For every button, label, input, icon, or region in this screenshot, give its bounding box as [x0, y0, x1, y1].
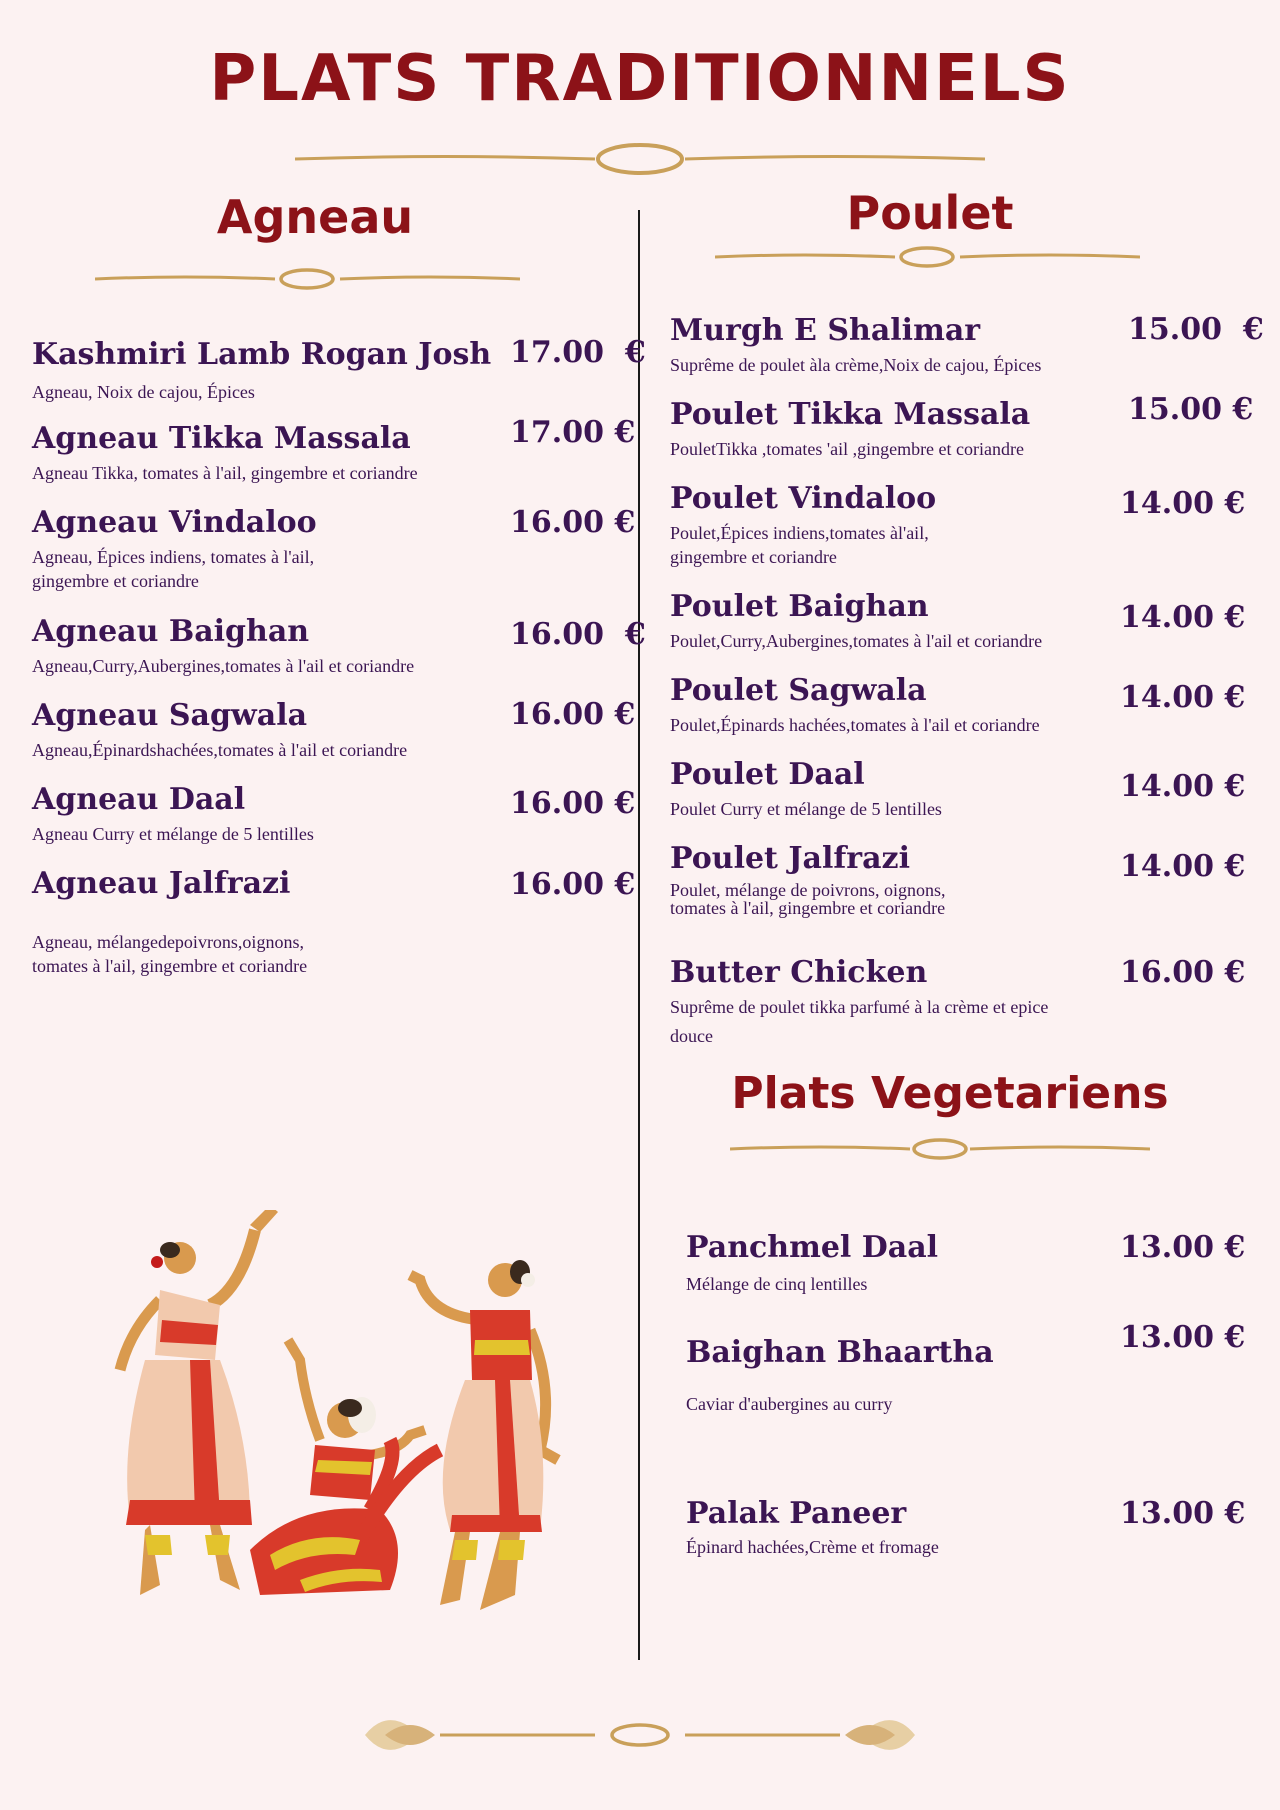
- menu-item-price: 13.00 €: [1120, 1496, 1246, 1531]
- menu-item-price: 16.00 €: [510, 786, 636, 821]
- poulet-divider-ornament: [715, 244, 1140, 270]
- title-divider-ornament: [295, 140, 985, 180]
- menu-item-description: tomates à l'ail, gingembre et coriandre: [670, 898, 946, 918]
- menu-item-name: Poulet Tikka Massala: [670, 397, 1031, 432]
- agneau-divider-ornament: [95, 266, 520, 292]
- page-title: PLATS TRADITIONNELS: [209, 42, 1071, 116]
- menu-item-price: 15.00 €: [1128, 312, 1264, 347]
- menu-item-description: Mélange de cinq lentilles: [686, 1274, 868, 1294]
- menu-item-description: Agneau,Épinardshachées,tomates à l'ail et coriandre: [32, 740, 408, 760]
- menu-item-name: Poulet Baighan: [670, 589, 929, 624]
- menu-item-price: 16.00 €: [510, 505, 636, 540]
- menu-item-description: Agneau, Épices indiens, tomates à l'ail,: [32, 547, 315, 567]
- menu-item-name: Murgh E Shalimar: [670, 313, 981, 348]
- menu-item-description: Agneau,Curry,Aubergines,tomates à l'ail et coriandre: [32, 656, 415, 676]
- menu-item-name: Agneau Sagwala: [32, 698, 308, 733]
- menu-item-price: 17.00 €: [510, 335, 646, 370]
- menu-item-price: 13.00 €: [1120, 1320, 1246, 1355]
- menu-item-description: Poulet, mélange de poivrons, oignons,: [670, 880, 946, 900]
- menu-item-name: Agneau Daal: [32, 782, 246, 817]
- footer-ornament: [355, 1705, 925, 1765]
- menu-item-name: Poulet Sagwala: [670, 673, 927, 708]
- menu-item-price: 17.00 €: [510, 415, 636, 450]
- menu-item-description: gingembre et coriandre: [670, 547, 837, 567]
- menu-item-price: 13.00 €: [1120, 1230, 1246, 1265]
- menu-item-description: Poulet,Épices indiens,tomates àl'ail,: [670, 523, 929, 543]
- menu-item-description: Agneau, mélangedepoivrons,oignons,: [32, 932, 304, 952]
- menu-item-description: Poulet,Épinards hachées,tomates à l'ail et coriandre: [670, 715, 1040, 735]
- menu-item-description: Poulet Curry et mélange de 5 lentilles: [670, 799, 942, 819]
- menu-item-price: 14.00 €: [1120, 769, 1246, 804]
- menu-item-description: Suprême de poulet tikka parfumé à la crème et epice: [670, 997, 1049, 1017]
- vegetarien-divider-ornament: [730, 1136, 1150, 1162]
- menu-item-name: Poulet Daal: [670, 757, 865, 792]
- menu-item-name: Agneau Baighan: [32, 614, 310, 649]
- menu-item-name: Kashmiri Lamb Rogan Josh: [32, 337, 492, 372]
- dancer-middle-figure: [250, 1340, 425, 1595]
- menu-item-description: Agneau, Noix de cajou, Épices: [32, 382, 255, 402]
- menu-item-price: 16.00 €: [1120, 955, 1246, 990]
- menu-item-price: 16.00 €: [510, 867, 636, 902]
- menu-item-name: Baighan Bhaartha: [686, 1335, 994, 1370]
- menu-item-description: PouletTikka ,tomates 'ail ,gingembre et coriandre: [670, 439, 1024, 459]
- menu-item-description: douce: [670, 1026, 713, 1046]
- column-separator: [638, 210, 640, 1660]
- menu-item-price: 16.00 €: [510, 697, 636, 732]
- menu-item-description: Épinard hachées,Crème et fromage: [686, 1537, 939, 1557]
- menu-item-description: Poulet,Curry,Aubergines,tomates à l'ail et coriandre: [670, 631, 1043, 651]
- menu-item-description: tomates à l'ail, gingembre et coriandre: [32, 956, 308, 976]
- menu-item-name: Palak Paneer: [686, 1496, 907, 1531]
- menu-item-price: 15.00 €: [1128, 392, 1254, 427]
- menu-item-price: 14.00 €: [1120, 680, 1246, 715]
- menu-item-name: Agneau Tikka Massala: [32, 421, 411, 456]
- menu-item-name: Poulet Jalfrazi: [670, 841, 910, 876]
- dancers-illustration: [100, 1210, 610, 1640]
- menu-item-description: Agneau Tikka, tomates à l'ail, gingembre et coriandre: [32, 463, 418, 483]
- section-title-vegetarien: Plats Vegetariens: [731, 1068, 1169, 1119]
- menu-item-price: 14.00 €: [1120, 849, 1246, 884]
- menu-item-description: Suprême de poulet àla crème,Noix de cajou, Épices: [670, 355, 1042, 375]
- menu-item-name: Agneau Jalfrazi: [32, 866, 291, 901]
- menu-item-name: Butter Chicken: [670, 955, 928, 990]
- menu-item-description: Agneau Curry et mélange de 5 lentilles: [32, 824, 314, 844]
- menu-item-name: Panchmel Daal: [686, 1230, 939, 1265]
- menu-item-description: gingembre et coriandre: [32, 571, 199, 591]
- menu-item-price: 14.00 €: [1120, 486, 1246, 521]
- menu-item-description: Caviar d'aubergines au curry: [686, 1394, 893, 1414]
- menu-item-price: 16.00 €: [510, 617, 646, 652]
- menu-item-name: Agneau Vindaloo: [32, 505, 317, 540]
- section-title-poulet: Poulet: [846, 186, 1014, 240]
- section-title-agneau: Agneau: [216, 190, 414, 244]
- menu-item-price: 14.00 €: [1120, 600, 1246, 635]
- menu-item-name: Poulet Vindaloo: [670, 481, 937, 516]
- dancer-left-figure: [120, 1210, 278, 1595]
